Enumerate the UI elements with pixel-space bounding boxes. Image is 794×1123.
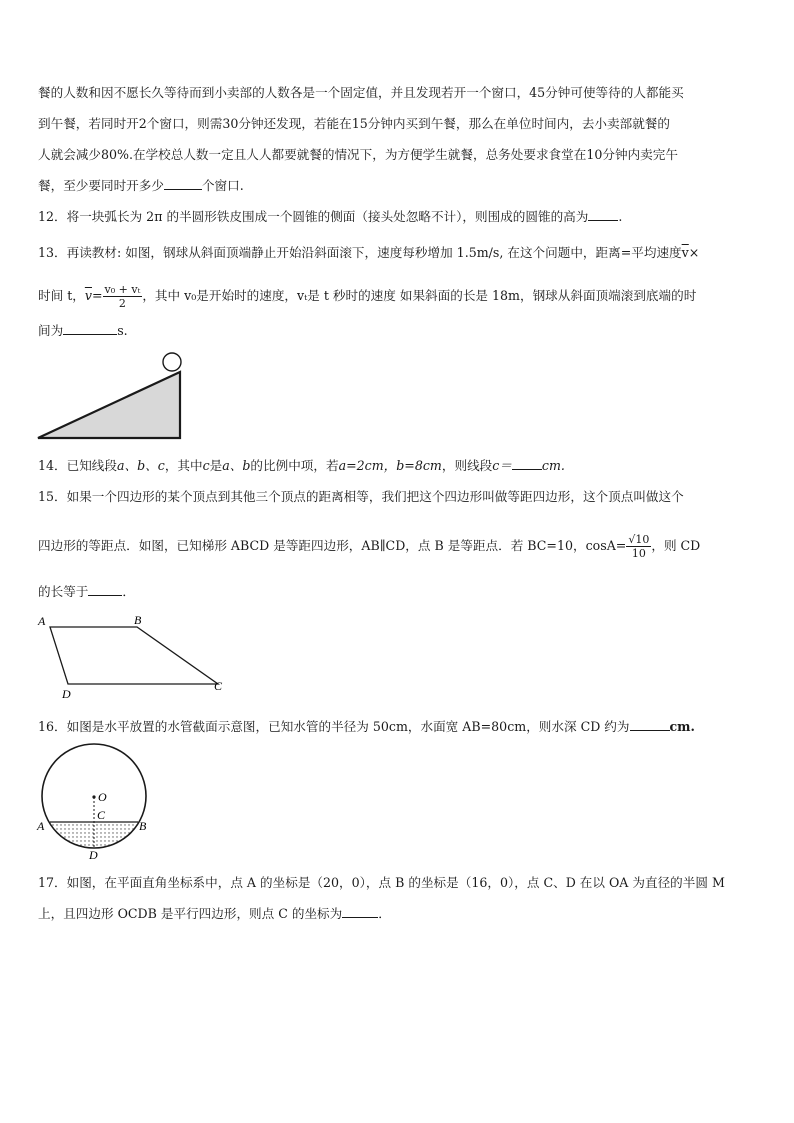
- cosine-fraction: [626, 533, 651, 560]
- label-d: D: [89, 848, 98, 862]
- p16-unit: cm.: [669, 719, 695, 734]
- p13-text3a: 间为: [38, 323, 64, 338]
- p14-line: [38, 457, 760, 475]
- p13-line1: [38, 244, 760, 262]
- p17-text2a: 上，且四边形 OCDB 是平行四边形，则点 C 的坐标为: [38, 906, 343, 921]
- p14-t5: ，则线段: [441, 458, 493, 473]
- label-b: B: [134, 613, 142, 627]
- p11-line4-end: 个窗口.: [201, 178, 244, 193]
- p15-text2b: ，则 CD: [651, 538, 701, 553]
- fraction-denominator: 2: [118, 297, 126, 310]
- inclined-plane: [38, 372, 180, 438]
- steel-ball: [163, 353, 181, 371]
- p17-line1: 17．如图，在平面直角坐标系中，点 A 的坐标是（20，0），点 B 的坐标是（16，0），点 C、D 在以 OA 为直径的半圆 M: [38, 875, 725, 890]
- p15-line1: 15．如果一个四边形的某个顶点到其他三个顶点的距离相等，我们把这个四边形叫做等距四边形，这个顶点叫做这个: [38, 489, 684, 504]
- answer-blank[interactable]: [63, 322, 117, 335]
- average-velocity-fraction: [103, 283, 143, 310]
- p12-text: 12．将一块弧长为 2π 的半圆形铁皮围成一个圆锥的侧面（接头处忽略不计），则围成的圆锥的高为: [38, 209, 589, 224]
- p14-c2: c＝: [492, 458, 512, 473]
- trapezoid-figure: [36, 612, 228, 704]
- answer-blank[interactable]: [342, 905, 378, 918]
- p12-line: [38, 208, 760, 226]
- answer-blank[interactable]: [512, 457, 542, 470]
- p17-text2b: ．: [378, 906, 391, 921]
- label-o: O: [98, 790, 107, 804]
- answer-blank[interactable]: [630, 718, 670, 731]
- p11-line1: 餐的人数和因不愿长久等待而到小卖部的人数各是一个固定值，并且发现若开一个窗口，45分钟可使等待的人都能买: [38, 85, 684, 100]
- p13-text1: 13．再读教材: 如图，钢球从斜面顶端静止开始沿斜面滚下，速度每秒增加 1.5m/s, 在这个问题中，距离=平均速度: [38, 245, 682, 260]
- p15-text3b: ．: [122, 584, 135, 599]
- p14-eq: a=2cm，b=8cm: [338, 458, 442, 473]
- ramp-figure: [36, 350, 186, 442]
- p14-c: c: [202, 458, 210, 473]
- label-d: D: [62, 687, 71, 701]
- p13-times: ×: [688, 245, 700, 260]
- answer-blank[interactable]: [88, 583, 122, 596]
- answer-blank[interactable]: [588, 208, 618, 221]
- p13-text3b: s.: [117, 323, 128, 338]
- label-a: A: [38, 614, 46, 628]
- fraction-numerator: v₀ + vₜ: [104, 283, 141, 296]
- p12-end: .: [618, 209, 623, 224]
- p15-line2: [38, 528, 760, 564]
- label-c: C: [214, 679, 223, 693]
- p15-text3a: 的长等于: [38, 584, 89, 599]
- p14-ab: a、b: [222, 458, 251, 473]
- p14-unit: cm.: [541, 458, 565, 473]
- p17-line2: [38, 905, 760, 923]
- label-b: B: [139, 819, 147, 833]
- p14-t4: 的比例中项，若: [250, 458, 339, 473]
- fraction-numerator: √10: [628, 533, 650, 546]
- label-a: A: [37, 819, 45, 833]
- p16-text: 16．如图是水平放置的水管截面示意图，已知水管的半径为 50cm，水面宽 AB=80cm，则水深 CD 约为: [38, 719, 630, 734]
- p14-vars: a、b、c: [117, 458, 165, 473]
- p11-line4-text: 餐，至少要同时开多少: [38, 178, 164, 193]
- p14-t2: ，其中: [164, 458, 203, 473]
- p11-line3: 人就会减少80%.在学校总人数一定且人人都要就餐的情况下，为方便学生就餐，总务处要求食堂在10分钟内卖完午: [38, 147, 678, 162]
- answer-blank[interactable]: [164, 177, 202, 190]
- p15-line3: [38, 583, 760, 601]
- p13-vbar: $\overline{v}$: [681, 245, 689, 260]
- fraction-denominator: 10: [631, 547, 646, 560]
- p13-line2: [38, 278, 760, 314]
- p13-line3: [38, 322, 760, 340]
- p11-line4: [38, 177, 760, 195]
- p13-text2a: 时间 t，: [38, 288, 85, 303]
- p14-t3: 是: [209, 458, 223, 473]
- p14-t1: 14．已知线段: [38, 458, 117, 473]
- label-c: C: [97, 808, 106, 822]
- pipe-cross-section-figure: [36, 744, 156, 864]
- p13-vbar2: $\overline{v}$: [84, 288, 92, 303]
- p15-text2a: 四边形的等距点．如图，已知梯形 ABCD 是等距四边形，AB∥CD，点 B 是等距点．若 BC=10，cosA=: [38, 538, 627, 553]
- center-point: [92, 795, 95, 798]
- p13-text2b: ，其中 v₀是开始时的速度，vₜ是 t 秒时的速度 如果斜面的长是 18m，钢球从斜面顶端滚到底端的时: [142, 288, 697, 303]
- trapezoid-abcd: [50, 627, 218, 684]
- p16-line: [38, 718, 760, 736]
- p11-line2: 到午餐，若同时开2个窗口，则需30分钟还发现，若能在15分钟内买到午餐，那么在单位时间内，去小卖部就餐的: [38, 116, 670, 131]
- p13-eq: =: [91, 288, 103, 303]
